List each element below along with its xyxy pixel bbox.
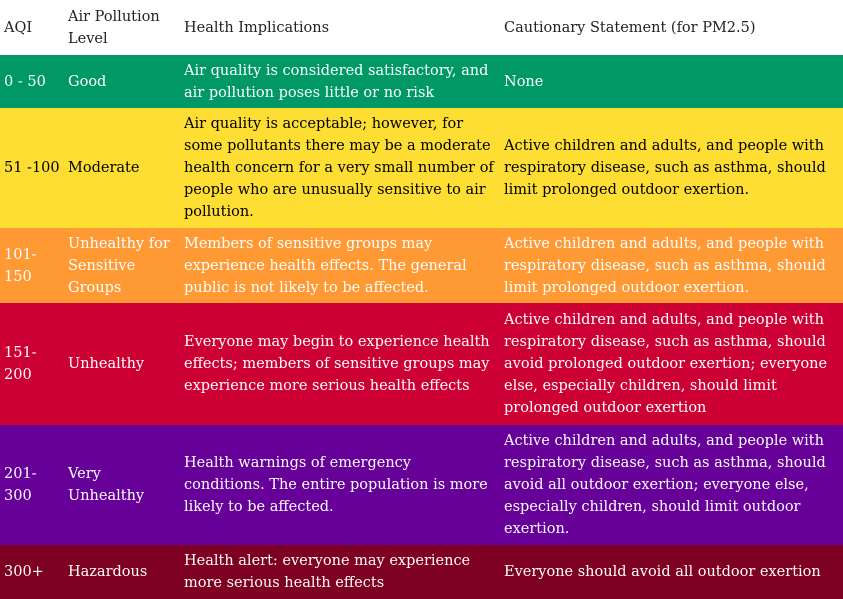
table-row-unhealthy — [0, 303, 843, 425]
header-caution: Cautionary Statement (for PM2.5) — [500, 0, 843, 55]
cautionary-statement: None — [504, 73, 544, 90]
cautionary-statement: Everyone should avoid all outdoor exertion — [504, 564, 821, 580]
table-row-hazardous — [0, 545, 843, 599]
aqi-range: 300+ — [4, 564, 44, 580]
pollution-level: Hazardous — [68, 564, 148, 580]
header-health: Health Implications — [180, 0, 500, 55]
table-row-unhealthy-sensitive — [0, 228, 843, 303]
table-row-good — [0, 55, 843, 108]
table-row-moderate — [0, 108, 843, 228]
health-implications: Members of sensitive groups may experience health effects. The general public is not likely to be affected. — [184, 235, 467, 296]
aqi-range: 101-150 — [4, 246, 37, 285]
pollution-level: Good — [68, 73, 107, 90]
header-aqi: AQI — [0, 0, 64, 55]
health-implications: Air quality is considered satisfactory, and air pollution poses little or no risk — [184, 62, 489, 101]
aqi-range: 0 - 50 — [4, 73, 46, 90]
pollution-level: Unhealthy — [68, 356, 145, 372]
cautionary-statement: Active children and adults, and people with respiratory disease, such as asthma, should avoid prolonged outdoor exertion; everyone else, especially children, should limit prolonged outdoor exertion — [504, 312, 828, 416]
health-implications: Health alert: everyone may experience more serious health effects — [184, 553, 471, 591]
header-row — [0, 0, 843, 55]
cautionary-statement: Active children and adults, and people with respiratory disease, such as asthma, should limit prolonged outdoor exertion. — [504, 235, 826, 296]
table-row-very-unhealthy — [0, 425, 843, 545]
pollution-level: Unhealthy for Sensitive Groups — [68, 235, 170, 296]
cautionary-statement: Active children and adults, and people with respiratory disease, such as asthma, should avoid all outdoor exertion; everyone else, especially children, should limit outdoor exertion. — [504, 433, 826, 537]
cautionary-statement: Active children and adults, and people with respiratory disease, such as asthma, should limit prolonged outdoor exertion. — [504, 138, 826, 198]
aqi-range: 51 -100 — [4, 160, 60, 176]
aqi-range: 151-200 — [4, 345, 37, 383]
pollution-level: Very Unhealthy — [68, 466, 145, 504]
pollution-level: Moderate — [68, 160, 140, 176]
health-implications: Air quality is acceptable; however, for some pollutants there may be a moderate health concern for a very small number of people who are unusually sensitive to air pollution. — [184, 116, 494, 220]
health-implications: Everyone may begin to experience health effects; members of sensitive groups may experience more serious health effects — [184, 334, 490, 394]
aqi-range: 201-300 — [4, 466, 37, 504]
header-level: Air Pollution Level — [64, 0, 180, 55]
health-implications: Health warnings of emergency conditions. The entire population is more likely to be affected. — [184, 455, 488, 515]
